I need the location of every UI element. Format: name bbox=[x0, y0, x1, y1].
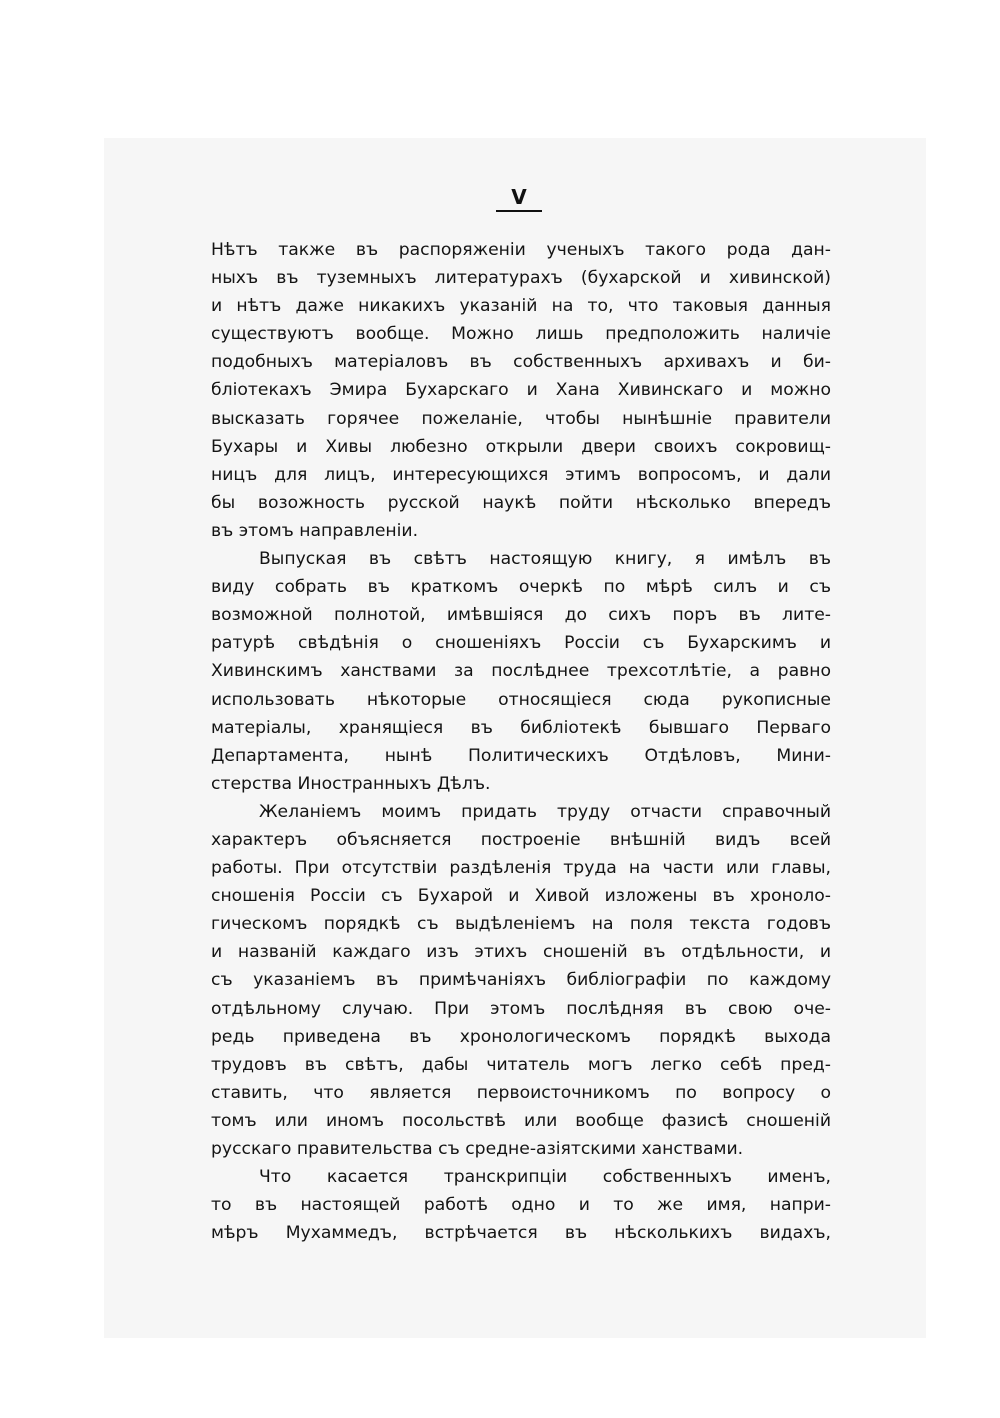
text-line: ратурѣ свѣдѣнія о сношеніяхъ Россіи съ Бухарскимъ и bbox=[211, 633, 831, 654]
paragraph bbox=[211, 798, 831, 1163]
text-line: ставить, что является первоисточникомъ по вопросу о bbox=[211, 1082, 831, 1103]
text-line: Нѣтъ также въ распоряженіи ученыхъ такого рода дан- bbox=[211, 240, 831, 260]
text-line: использовать нѣкоторые относящіеся сюда рукописные bbox=[211, 689, 831, 710]
text-line: редь приведена въ хронологическомъ порядкѣ выхода bbox=[211, 1026, 831, 1047]
text-line: отдѣльному случаю. При этомъ послѣдняя въ свою оче- bbox=[211, 998, 831, 1019]
text-line: подобныхъ матеріаловъ въ собственныхъ архивахъ и би- bbox=[211, 352, 831, 373]
text-line: мѣръ Мухаммедъ, встрѣчается въ нѣсколькихъ видахъ, bbox=[211, 1223, 831, 1244]
text-line: бліотекахъ Эмира Бухарскаго и Хана Хивинскаго и можно bbox=[211, 380, 831, 401]
text-line: съ указаніемъ въ примѣчаніяхъ библіографіи по каждому bbox=[211, 970, 831, 991]
page-number-underline bbox=[496, 210, 542, 212]
text-line: то въ настоящей работѣ одно и то же имя, напри- bbox=[211, 1195, 831, 1216]
text-line: работы. При отсутствіи раздѣленія труда на части или главы, bbox=[211, 858, 831, 879]
text-line: Бухары и Хивы любезно открыли двери своихъ сокровищ- bbox=[211, 436, 831, 457]
text-line: Желаніемъ моимъ придать труду отчасти справочный bbox=[259, 801, 831, 822]
text-line: ныхъ въ туземныхъ литературахъ (бухарской и хивинской) bbox=[211, 268, 831, 289]
text-line: и нѣтъ даже никакихъ указаній на то, что таковыя данныя bbox=[211, 296, 831, 317]
text-line: Департамента, нынѣ Политическихъ Отдѣловъ, Мини- bbox=[211, 745, 831, 766]
text-line: возможной полнотой, имѣвшіяся до сихъ поръ въ лите- bbox=[211, 605, 831, 626]
text-line: Что касается транскрипціи собственныхъ именъ, bbox=[259, 1167, 831, 1188]
text-line: гическомъ порядкѣ съ выдѣленіемъ на поля текста годовъ bbox=[211, 914, 831, 935]
text-line: трудовъ въ свѣтъ, дабы читатель могъ легко себѣ пред- bbox=[211, 1054, 831, 1075]
text-line: сношенія Россіи съ Бухарой и Хивой изложены въ хроноло- bbox=[211, 886, 831, 907]
text-line: Выпуская въ свѣтъ настоящую книгу, я имѣлъ въ bbox=[259, 549, 831, 570]
text-line: высказать горячее пожеланіе, чтобы нынѣшніе правители bbox=[211, 408, 831, 429]
text-line: въ этомъ направленіи. bbox=[211, 520, 419, 541]
text-line: русскаго правительства съ средне-азіятскими ханствами. bbox=[211, 1139, 744, 1159]
text-line: и названій каждаго изъ этихъ сношеній въ отдѣльности, и bbox=[211, 942, 831, 963]
text-line: томъ или иномъ посольствѣ или вообще фазисѣ сношеній bbox=[211, 1110, 831, 1131]
text-line: бы возожность русской наукѣ пойти нѣсколько впередъ bbox=[211, 492, 831, 513]
text-line: Хивинскимъ ханствами за послѣднее трехсотлѣтіе, а равно bbox=[211, 661, 831, 682]
text-line: характеръ объясняется построеніе внѣшній видъ всей bbox=[211, 829, 831, 850]
body-text bbox=[211, 236, 831, 1247]
text-line: ницъ для лицъ, интересующихся этимъ вопросомъ, и дали bbox=[211, 464, 831, 485]
paragraph bbox=[211, 545, 831, 798]
text-line: стерства Иностранныхъ Дѣлъ. bbox=[211, 773, 491, 794]
text-line: виду собрать въ краткомъ очеркѣ по мѣрѣ силъ и съ bbox=[211, 577, 831, 598]
text-line: матеріалы, хранящіеся въ библіотекѣ бывшаго Перваго bbox=[211, 717, 831, 738]
paragraph bbox=[211, 236, 831, 545]
page-number: V bbox=[511, 185, 527, 209]
text-line: существуютъ вообще. Можно лишь предположить наличіе bbox=[211, 324, 831, 345]
paragraph bbox=[211, 1163, 831, 1247]
